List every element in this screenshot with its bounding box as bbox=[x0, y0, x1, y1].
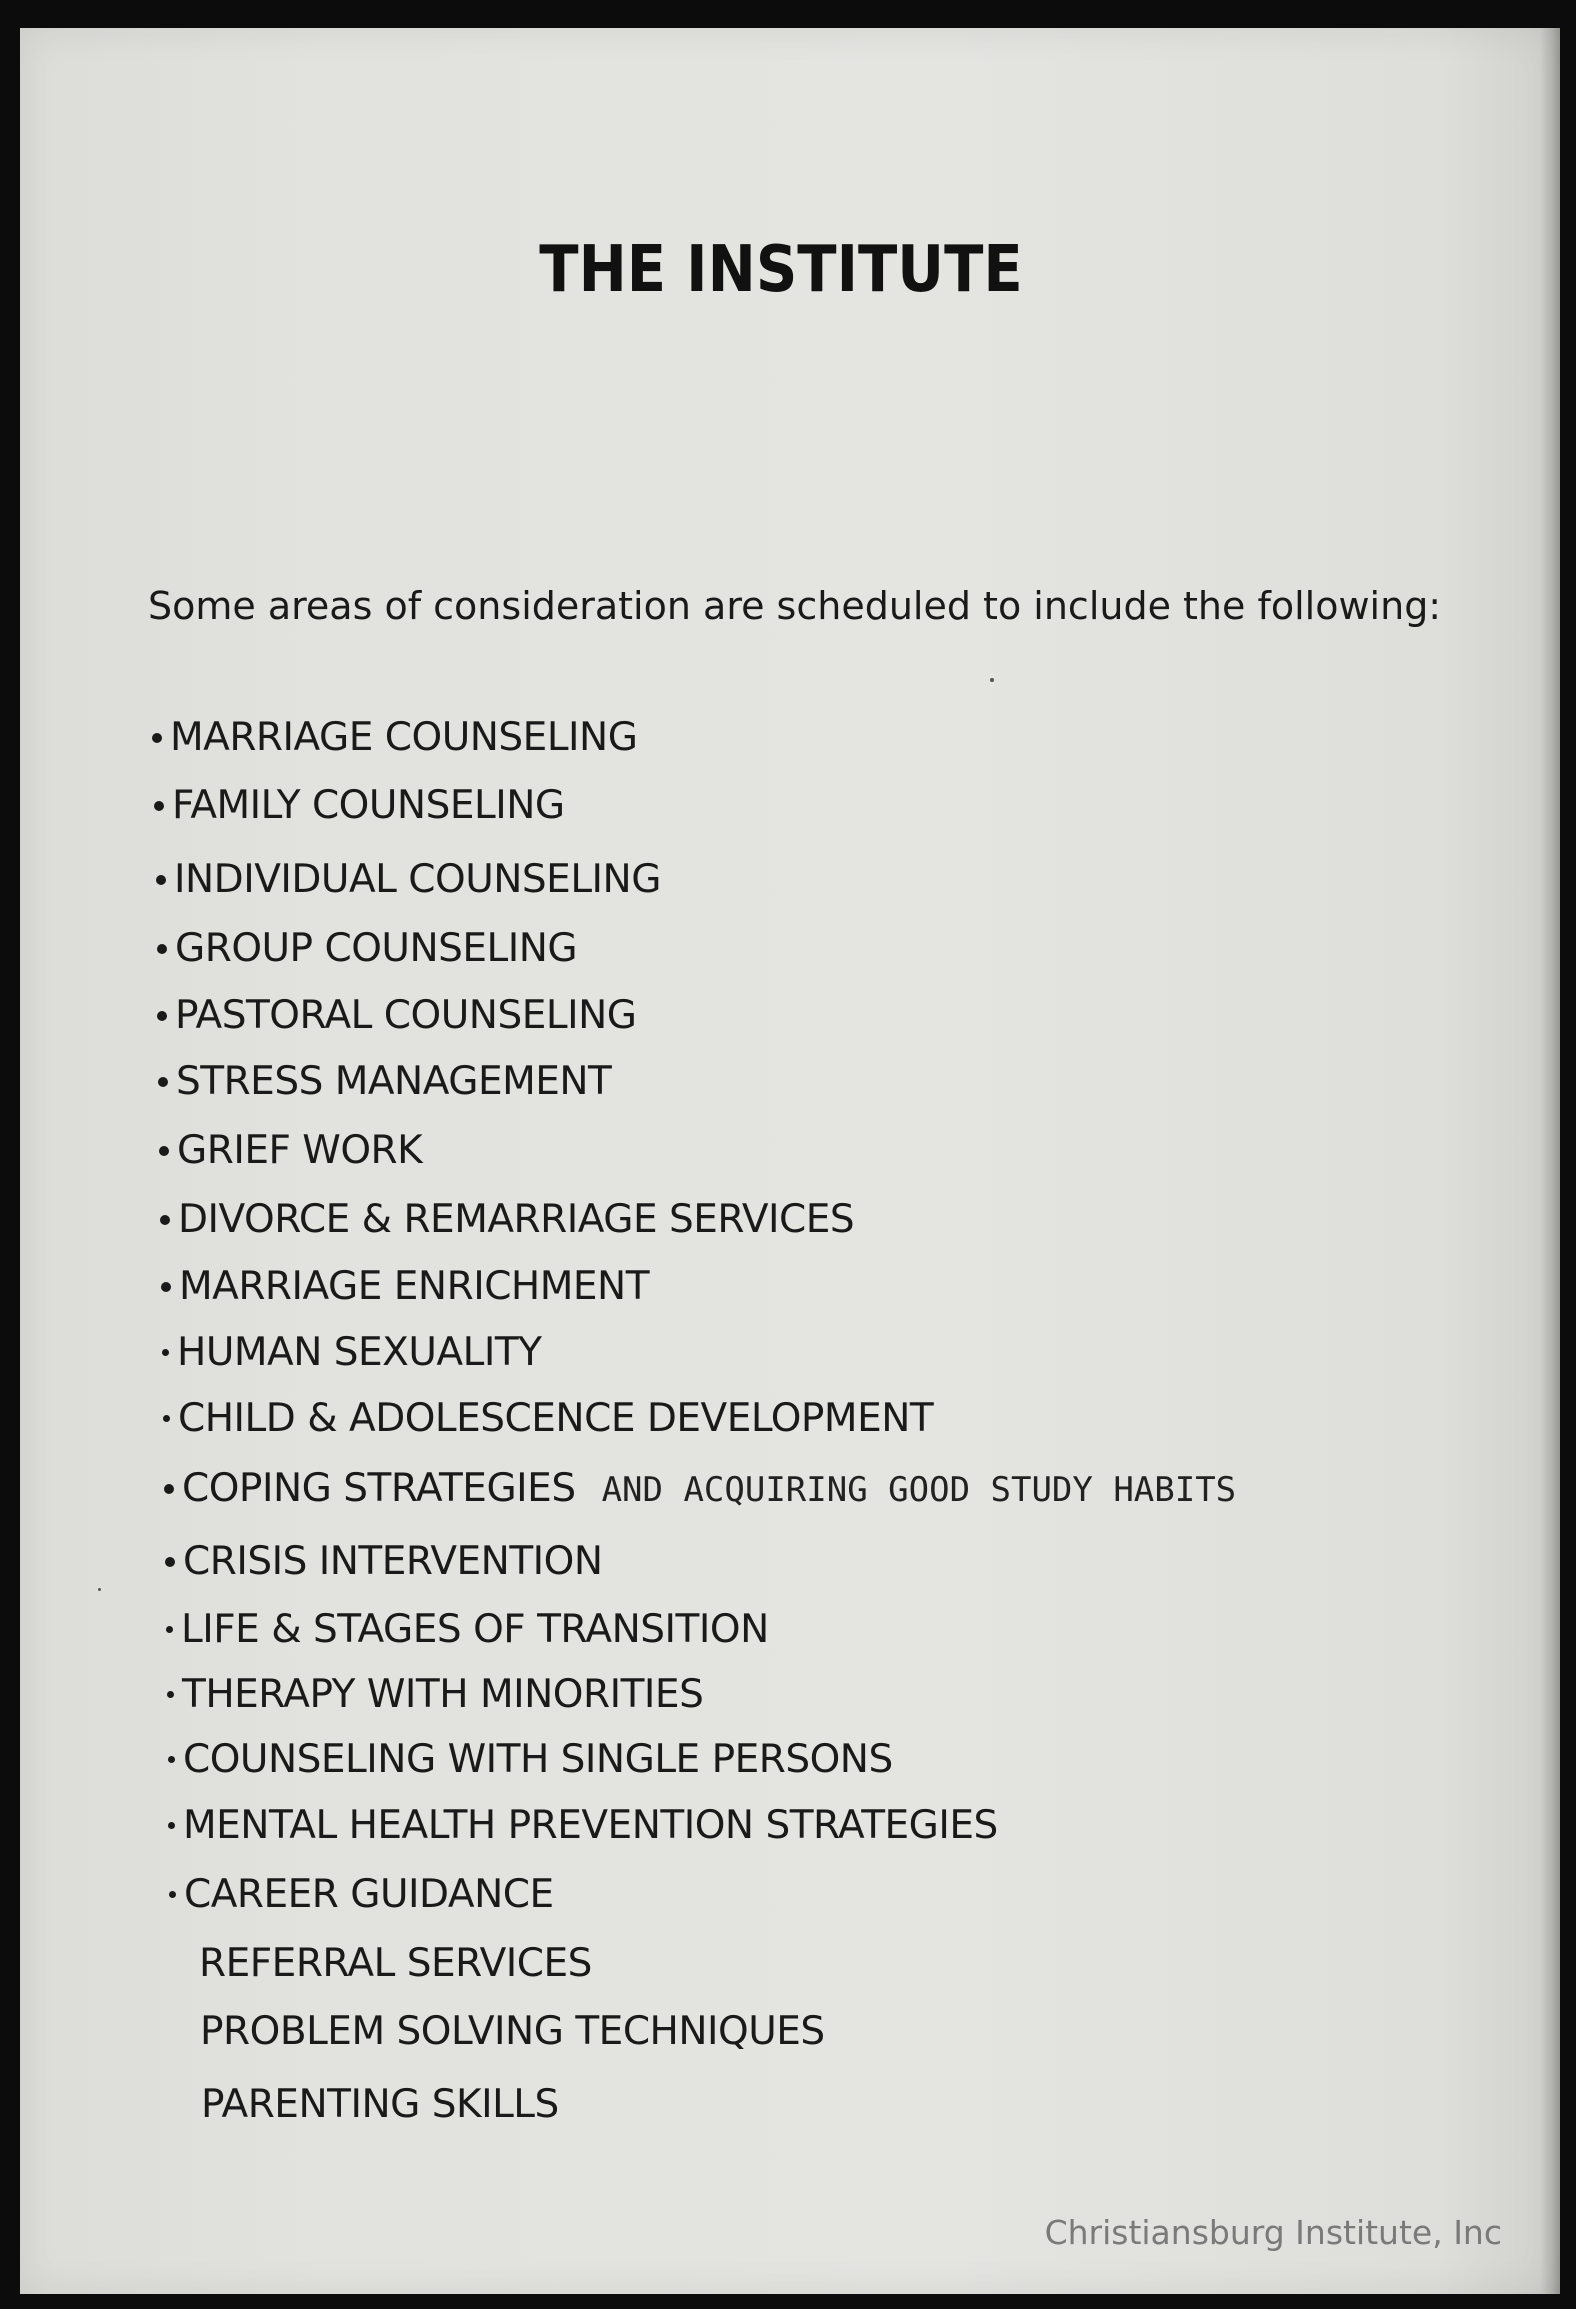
list-item-label: MARRIAGE ENRICHMENT bbox=[179, 1264, 650, 1309]
list-item bbox=[163, 1397, 933, 1441]
list-item bbox=[152, 716, 637, 760]
list-item-label: THERAPY WITH MINORITIES bbox=[182, 1672, 704, 1717]
list-item bbox=[161, 1265, 649, 1309]
list-item bbox=[160, 1198, 854, 1242]
list-item bbox=[199, 1942, 592, 1986]
list-item-label: STRESS MANAGEMENT bbox=[176, 1059, 612, 1104]
list-item bbox=[154, 784, 565, 828]
list-item-label: FAMILY COUNSELING bbox=[172, 783, 565, 828]
intro-paragraph: Some areas of consideration are scheduled to include the following: bbox=[148, 584, 1442, 628]
bullet-icon bbox=[159, 1146, 169, 1156]
list-item-label: CAREER GUIDANCE bbox=[184, 1872, 554, 1917]
bullet-icon bbox=[164, 1484, 174, 1494]
list-item-label: INDIVIDUAL COUNSELING bbox=[174, 857, 661, 902]
list-item bbox=[162, 1331, 542, 1375]
list-item bbox=[200, 2010, 825, 2054]
list-item-label: GRIEF WORK bbox=[177, 1128, 423, 1173]
typewritten-addition: AND ACQUIRING GOOD STUDY HABITS bbox=[601, 1470, 1237, 1510]
bullet-icon bbox=[167, 1691, 174, 1698]
bullet-icon bbox=[165, 1557, 175, 1567]
list-item bbox=[169, 1873, 554, 1917]
list-item bbox=[168, 1738, 893, 1782]
bullet-icon bbox=[156, 875, 166, 885]
list-item-label: MARRIAGE COUNSELING bbox=[170, 715, 638, 760]
list-item-label: HUMAN SEXUALITY bbox=[177, 1330, 542, 1375]
list-item-label: MENTAL HEALTH PREVENTION STRATEGIES bbox=[183, 1803, 998, 1848]
paper-speck bbox=[98, 1588, 101, 1591]
bullet-icon bbox=[161, 1282, 171, 1292]
page-title: THE INSTITUTE bbox=[539, 233, 1023, 307]
list-item bbox=[201, 2083, 559, 2127]
list-item bbox=[166, 1608, 769, 1652]
list-item bbox=[156, 858, 661, 902]
bullet-icon bbox=[166, 1626, 173, 1633]
list-item-label: PASTORAL COUNSELING bbox=[175, 993, 637, 1038]
bullet-icon bbox=[157, 944, 167, 954]
bullet-icon bbox=[152, 733, 162, 743]
list-item bbox=[157, 927, 577, 971]
list-item-label: COUNSELING WITH SINGLE PERSONS bbox=[183, 1737, 893, 1782]
list-item-label: CHILD & ADOLESCENCE DEVELOPMENT bbox=[178, 1396, 934, 1441]
bullet-icon bbox=[162, 1349, 169, 1356]
list-item-label: LIFE & STAGES OF TRANSITION bbox=[181, 1607, 769, 1652]
list-item bbox=[157, 994, 636, 1038]
list-item bbox=[168, 1804, 998, 1848]
list-item-label: COPING STRATEGIES bbox=[182, 1466, 576, 1511]
bullet-icon bbox=[158, 1077, 168, 1087]
bullet-icon bbox=[157, 1011, 167, 1021]
list-item-label: REFERRAL SERVICES bbox=[199, 1941, 592, 1986]
list-item-label: PROBLEM SOLVING TECHNIQUES bbox=[200, 2009, 825, 2054]
bullet-icon bbox=[168, 1756, 175, 1763]
paper-speck bbox=[990, 678, 994, 682]
list-item-label: GROUP COUNSELING bbox=[175, 926, 578, 971]
list-item bbox=[164, 1467, 1236, 1512]
bullet-icon bbox=[163, 1415, 170, 1422]
list-item bbox=[167, 1673, 703, 1717]
bullet-icon bbox=[160, 1215, 170, 1225]
list-item-label: DIVORCE & REMARRIAGE SERVICES bbox=[178, 1197, 855, 1242]
bullet-icon bbox=[154, 801, 164, 811]
list-item bbox=[159, 1129, 422, 1173]
list-item-label: PARENTING SKILLS bbox=[201, 2082, 559, 2127]
list-item bbox=[165, 1540, 603, 1584]
watermark: Christiansburg Institute, Inc bbox=[1044, 2213, 1502, 2252]
document-page bbox=[20, 28, 1560, 2294]
list-item-label: CRISIS INTERVENTION bbox=[183, 1539, 603, 1584]
topics-list bbox=[20, 28, 1560, 2294]
list-item bbox=[158, 1060, 611, 1104]
bullet-icon bbox=[168, 1822, 175, 1829]
bullet-icon bbox=[169, 1891, 176, 1898]
